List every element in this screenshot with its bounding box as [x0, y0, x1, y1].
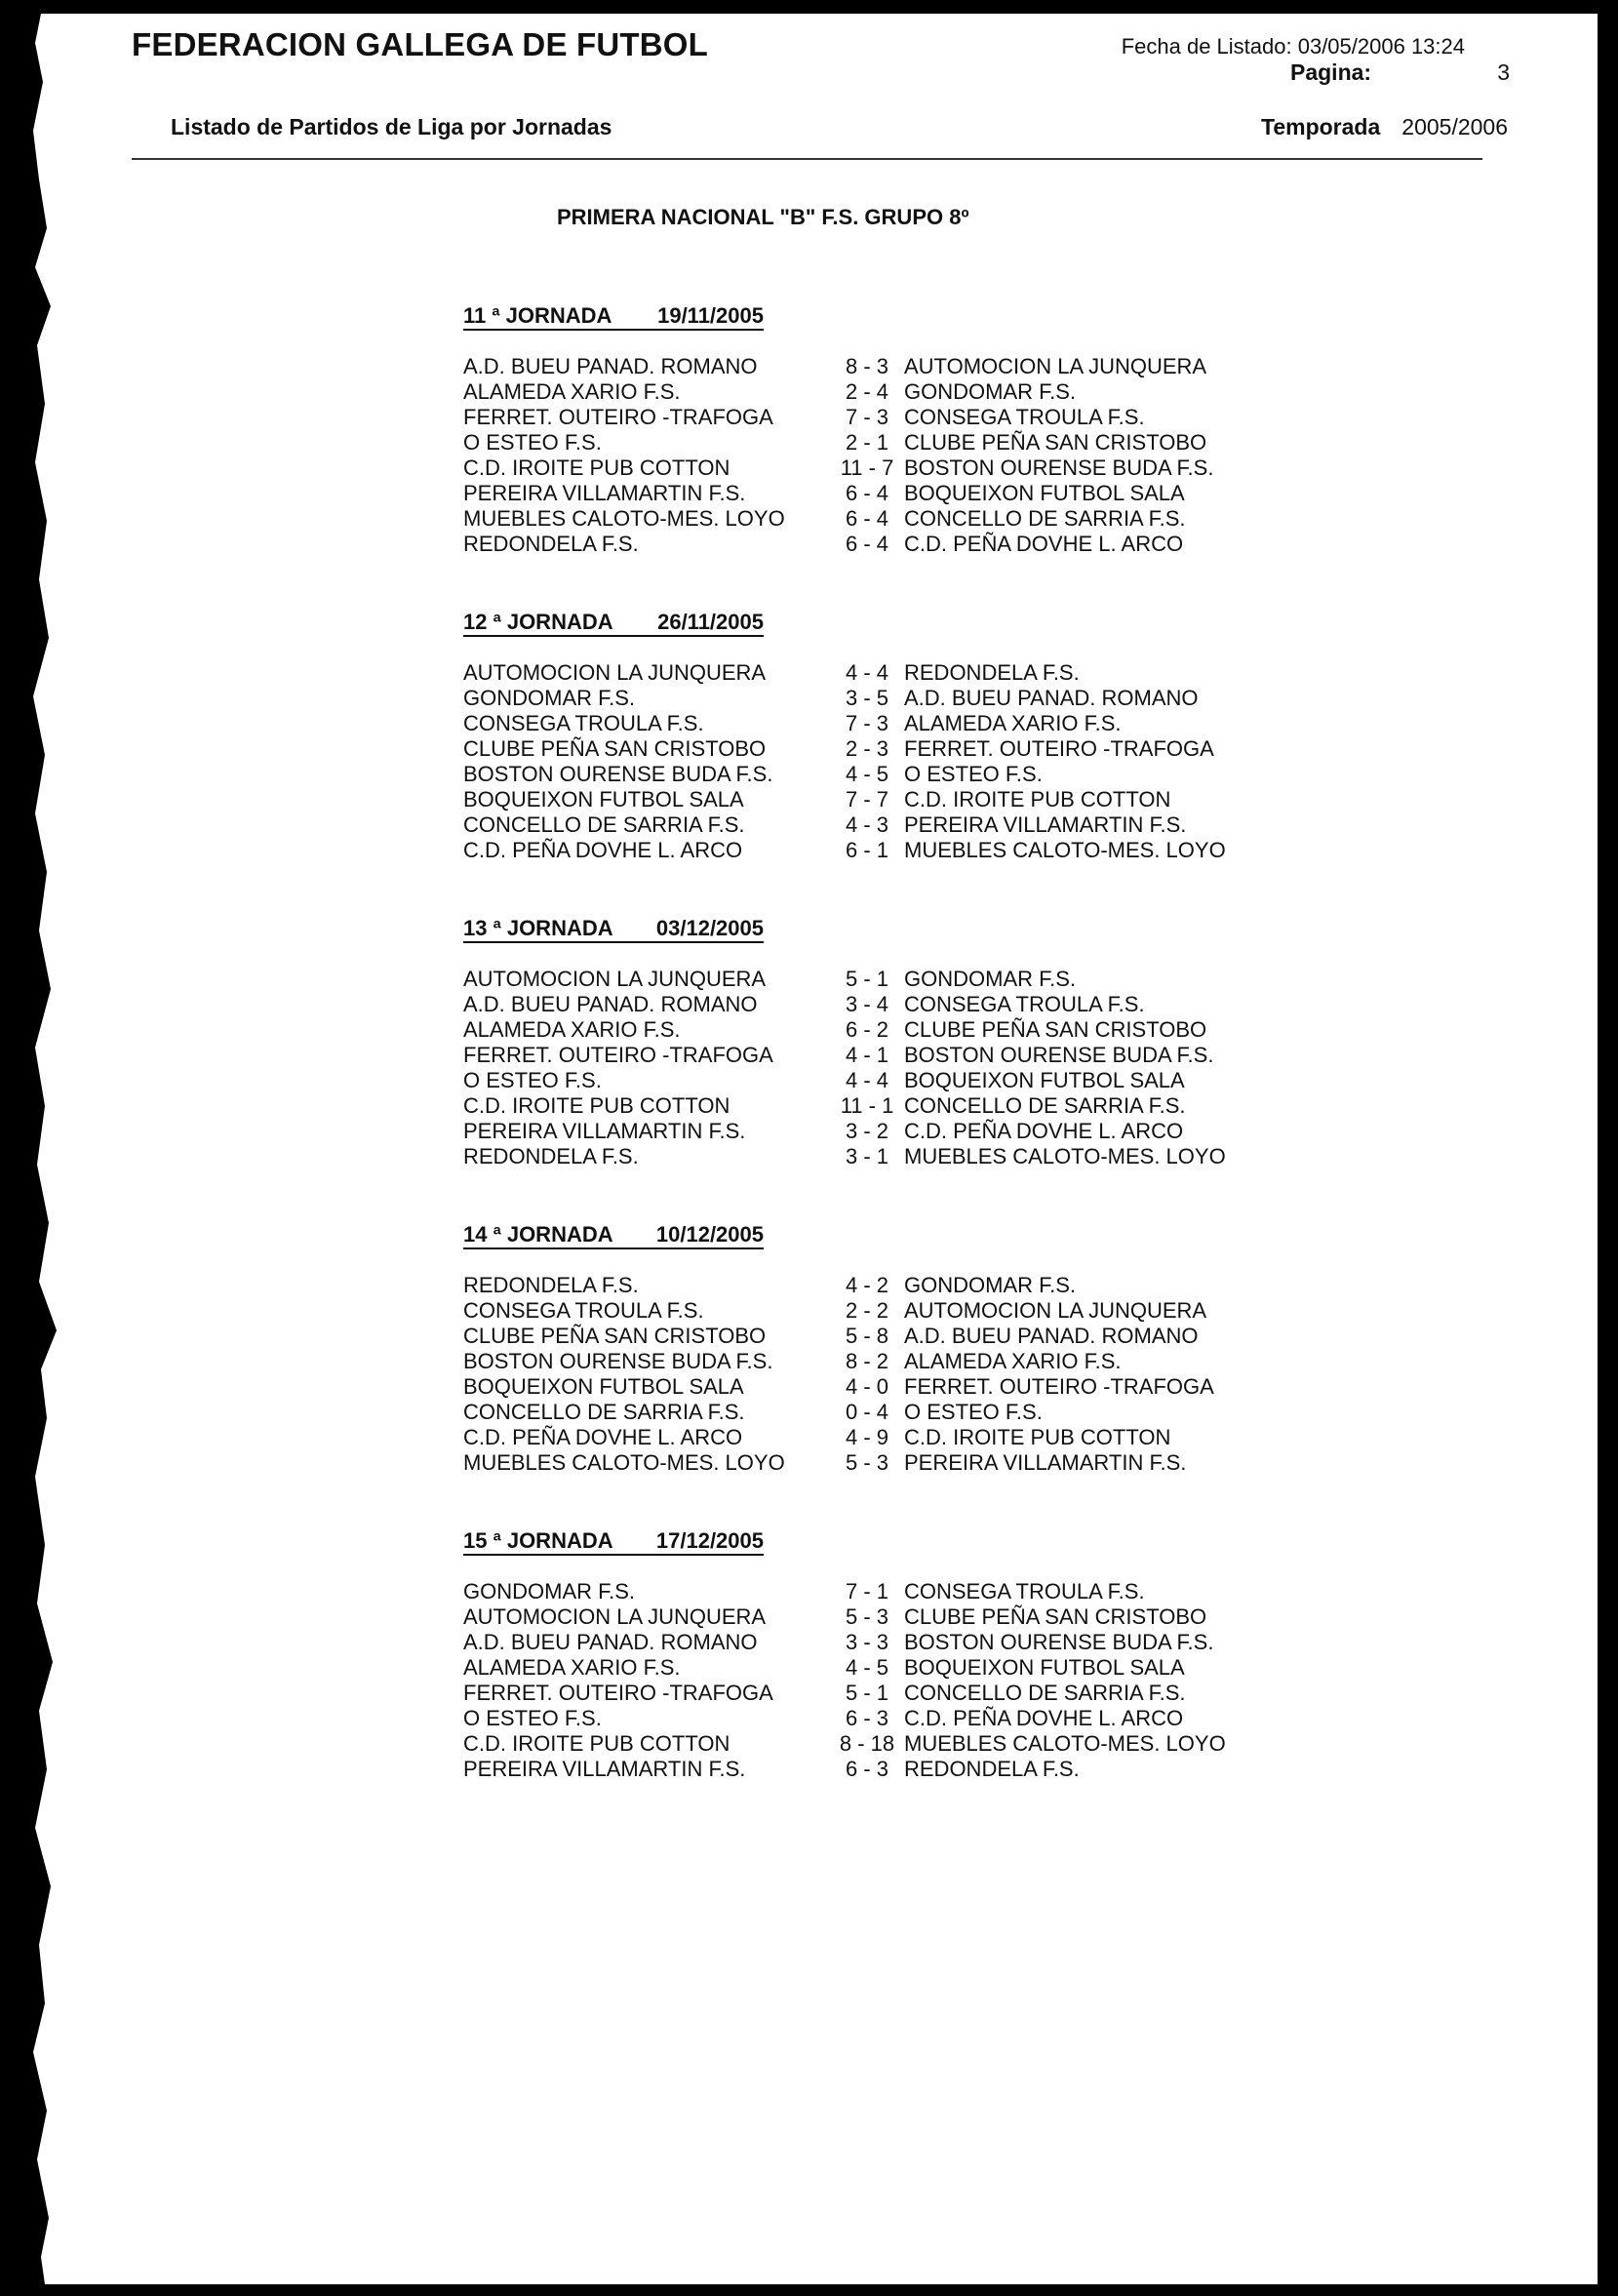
match-row [463, 1144, 1341, 1169]
home-team: CONCELLO DE SARRIA F.S. [463, 812, 745, 837]
match-row [463, 1655, 1341, 1681]
match-row [463, 1757, 1341, 1782]
away-team: CLUBE PEÑA SAN CRISTOBO [904, 1017, 1207, 1042]
away-team: CONSEGA TROULA F.S. [904, 1579, 1145, 1603]
match-row [463, 455, 1341, 481]
match-row [463, 992, 1341, 1017]
page-number: 3 [1497, 59, 1510, 85]
away-team: BOSTON OURENSE BUDA F.S. [904, 1043, 1214, 1067]
away-team: CONSEGA TROULA F.S. [904, 992, 1145, 1016]
away-team: ALAMEDA XARIO F.S. [904, 1349, 1122, 1373]
match-score: 11 - 7 [840, 455, 894, 480]
match-score: 11 - 1 [840, 1093, 894, 1118]
home-team: FERRET. OUTEIRO -TRAFOGA [463, 1043, 773, 1067]
match-score: 5 - 3 [845, 1450, 889, 1475]
match-score: 7 - 3 [845, 711, 889, 735]
home-team: FERRET. OUTEIRO -TRAFOGA [463, 405, 773, 429]
match-row [463, 660, 1341, 686]
away-team: MUEBLES CALOTO-MES. LOYO [904, 838, 1226, 862]
home-team: O ESTEO F.S. [463, 430, 602, 455]
round-date: 03/12/2005 [655, 916, 764, 940]
home-team: FERRET. OUTEIRO -TRAFOGA [463, 1681, 773, 1705]
match-row [463, 838, 1341, 863]
home-team: A.D. BUEU PANAD. ROMANO [463, 992, 758, 1016]
away-team: BOQUEIXON FUTBOL SALA [904, 1655, 1185, 1680]
group-title: PRIMERA NACIONAL "B" F.S. GRUPO 8º [557, 205, 969, 229]
home-team: GONDOMAR F.S. [463, 686, 636, 710]
match-row [463, 532, 1341, 557]
away-team: BOQUEIXON FUTBOL SALA [904, 481, 1185, 505]
home-team: ALAMEDA XARIO F.S. [463, 379, 681, 404]
away-team: MUEBLES CALOTO-MES. LOYO [904, 1731, 1226, 1756]
away-team: REDONDELA F.S. [904, 1757, 1080, 1781]
home-team: BOQUEIXON FUTBOL SALA [463, 1374, 744, 1399]
match-row [463, 481, 1341, 506]
match-row [463, 711, 1341, 736]
match-score: 6 - 3 [845, 1757, 889, 1781]
page-label: Pagina: [1290, 59, 1372, 85]
document-page [27, 14, 1598, 2284]
match-row [463, 1119, 1341, 1144]
away-team: C.D. PEÑA DOVHE L. ARCO [904, 532, 1184, 556]
match-row [463, 379, 1341, 405]
home-team: REDONDELA F.S. [463, 1144, 639, 1168]
round-date: 19/11/2005 [657, 303, 764, 328]
home-team: REDONDELA F.S. [463, 1273, 639, 1297]
away-team: C.D. IROITE PUB COTTON [904, 1425, 1171, 1449]
match-score: 2 - 3 [845, 736, 889, 761]
report-title: Listado de Partidos de Liga por Jornadas [171, 114, 612, 139]
match-score: 8 - 18 [839, 1731, 895, 1756]
away-team: C.D. IROITE PUB COTTON [904, 787, 1171, 812]
home-team: BOSTON OURENSE BUDA F.S. [463, 1349, 773, 1373]
away-team: MUEBLES CALOTO-MES. LOYO [904, 1144, 1226, 1168]
away-team: PEREIRA VILLAMARTIN F.S. [904, 812, 1187, 837]
match-score: 6 - 4 [845, 481, 889, 505]
home-team: O ESTEO F.S. [463, 1706, 602, 1730]
match-row [463, 1273, 1341, 1298]
round-date: 26/11/2005 [657, 610, 764, 634]
home-team: CONSEGA TROULA F.S. [463, 1298, 704, 1323]
match-row [463, 1731, 1341, 1757]
round-number: 12 ª JORNADA [463, 610, 613, 634]
match-score: 6 - 4 [845, 532, 889, 556]
match-row [463, 1604, 1341, 1630]
listing-date: Fecha de Listado: 03/05/2006 13:24 [1121, 34, 1465, 59]
match-score: 4 - 3 [845, 812, 889, 837]
match-score: 5 - 1 [845, 1681, 889, 1705]
match-score: 2 - 2 [845, 1298, 889, 1323]
home-team: C.D. PEÑA DOVHE L. ARCO [463, 838, 743, 862]
home-team: CONCELLO DE SARRIA F.S. [463, 1400, 745, 1424]
away-team: CONCELLO DE SARRIA F.S. [904, 1093, 1186, 1118]
away-team: ALAMEDA XARIO F.S. [904, 711, 1122, 735]
home-team: CLUBE PEÑA SAN CRISTOBO [463, 736, 767, 761]
home-team: C.D. IROITE PUB COTTON [463, 455, 730, 480]
match-score: 5 - 3 [845, 1604, 889, 1629]
match-row [463, 736, 1341, 762]
match-score: 0 - 4 [845, 1400, 889, 1424]
round-date: 17/12/2005 [655, 1528, 764, 1553]
match-row [463, 1043, 1341, 1068]
away-team: CONCELLO DE SARRIA F.S. [904, 506, 1186, 531]
match-score: 4 - 5 [845, 1655, 889, 1680]
match-row [463, 1450, 1341, 1476]
torn-paper-edge [27, 14, 115, 2284]
away-team: A.D. BUEU PANAD. ROMANO [904, 686, 1199, 710]
away-team: GONDOMAR F.S. [904, 967, 1077, 991]
match-score: 5 - 8 [845, 1324, 889, 1348]
round-number: 15 ª JORNADA [463, 1528, 613, 1553]
round-header [463, 1222, 764, 1249]
match-score: 6 - 2 [845, 1017, 889, 1042]
match-score: 6 - 1 [845, 838, 889, 862]
home-team: AUTOMOCION LA JUNQUERA [463, 967, 767, 991]
round-number: 11 ª JORNADA [463, 303, 612, 328]
match-row [463, 967, 1341, 992]
match-score: 3 - 5 [845, 686, 889, 710]
away-team: BOSTON OURENSE BUDA F.S. [904, 1630, 1214, 1654]
away-team: CONCELLO DE SARRIA F.S. [904, 1681, 1186, 1705]
match-row [463, 430, 1341, 455]
match-row [463, 1298, 1341, 1324]
match-score: 2 - 4 [845, 379, 889, 404]
match-row [463, 787, 1341, 812]
away-team: BOSTON OURENSE BUDA F.S. [904, 455, 1214, 480]
home-team: BOSTON OURENSE BUDA F.S. [463, 762, 773, 786]
match-row [463, 1425, 1341, 1450]
round-number: 14 ª JORNADA [463, 1222, 613, 1247]
away-team: O ESTEO F.S. [904, 762, 1043, 786]
home-team: GONDOMAR F.S. [463, 1579, 636, 1603]
away-team: CLUBE PEÑA SAN CRISTOBO [904, 1604, 1207, 1629]
season-label: Temporada [1261, 114, 1381, 139]
match-score: 4 - 0 [845, 1374, 889, 1399]
match-row [463, 1706, 1341, 1731]
home-team: CLUBE PEÑA SAN CRISTOBO [463, 1324, 767, 1348]
match-score: 3 - 2 [845, 1119, 889, 1143]
away-team: FERRET. OUTEIRO -TRAFOGA [904, 736, 1214, 761]
home-team: MUEBLES CALOTO-MES. LOYO [463, 1450, 785, 1475]
match-row [463, 354, 1341, 379]
match-score: 3 - 4 [845, 992, 889, 1016]
home-team: C.D. IROITE PUB COTTON [463, 1093, 730, 1118]
match-score: 8 - 3 [845, 354, 889, 378]
match-score: 2 - 1 [845, 430, 889, 455]
home-team: MUEBLES CALOTO-MES. LOYO [463, 506, 785, 531]
match-score: 7 - 7 [845, 787, 889, 812]
match-score: 5 - 1 [845, 967, 889, 991]
home-team: CONSEGA TROULA F.S. [463, 711, 704, 735]
home-team: PEREIRA VILLAMARTIN F.S. [463, 481, 746, 505]
organization-name: FEDERACION GALLEGA DE FUTBOL [132, 26, 709, 62]
away-team: GONDOMAR F.S. [904, 1273, 1077, 1297]
home-team: C.D. IROITE PUB COTTON [463, 1731, 730, 1756]
match-row [463, 1579, 1341, 1604]
match-score: 4 - 4 [845, 660, 889, 685]
home-team: AUTOMOCION LA JUNQUERA [463, 660, 767, 685]
round-header [463, 303, 764, 331]
home-team: BOQUEIXON FUTBOL SALA [463, 787, 744, 812]
home-team: ALAMEDA XARIO F.S. [463, 1017, 681, 1042]
match-row [463, 1349, 1341, 1374]
away-team: PEREIRA VILLAMARTIN F.S. [904, 1450, 1187, 1475]
away-team: O ESTEO F.S. [904, 1400, 1043, 1424]
match-row [463, 1068, 1341, 1093]
round-header [463, 1528, 764, 1556]
match-row [463, 762, 1341, 787]
away-team: A.D. BUEU PANAD. ROMANO [904, 1324, 1199, 1348]
away-team: C.D. PEÑA DOVHE L. ARCO [904, 1119, 1184, 1143]
home-team: ALAMEDA XARIO F.S. [463, 1655, 681, 1680]
season-value: 2005/2006 [1401, 114, 1509, 139]
match-score: 7 - 1 [845, 1579, 889, 1603]
home-team: A.D. BUEU PANAD. ROMANO [463, 1630, 758, 1654]
match-score: 4 - 9 [845, 1425, 889, 1449]
home-team: PEREIRA VILLAMARTIN F.S. [463, 1757, 746, 1781]
away-team: AUTOMOCION LA JUNQUERA [904, 354, 1207, 378]
home-team: REDONDELA F.S. [463, 532, 639, 556]
round-header [463, 916, 764, 943]
match-row [463, 1400, 1341, 1425]
away-team: C.D. PEÑA DOVHE L. ARCO [904, 1706, 1184, 1730]
match-row [463, 1374, 1341, 1400]
home-team: AUTOMOCION LA JUNQUERA [463, 1604, 767, 1629]
away-team: AUTOMOCION LA JUNQUERA [904, 1298, 1207, 1323]
round-date: 10/12/2005 [655, 1222, 764, 1247]
match-score: 3 - 1 [845, 1144, 889, 1168]
match-row [463, 1093, 1341, 1119]
match-row [463, 1324, 1341, 1349]
match-score: 4 - 5 [845, 762, 889, 786]
match-row [463, 405, 1341, 430]
home-team: O ESTEO F.S. [463, 1068, 602, 1092]
away-team: FERRET. OUTEIRO -TRAFOGA [904, 1374, 1214, 1399]
away-team: GONDOMAR F.S. [904, 379, 1077, 404]
match-score: 3 - 3 [845, 1630, 889, 1654]
match-row [463, 1017, 1341, 1043]
away-team: CONSEGA TROULA F.S. [904, 405, 1145, 429]
season-row [1261, 114, 1508, 140]
away-team: REDONDELA F.S. [904, 660, 1080, 685]
match-score: 4 - 1 [845, 1043, 889, 1067]
round-header [463, 610, 764, 637]
round-number: 13 ª JORNADA [463, 916, 613, 940]
home-team: A.D. BUEU PANAD. ROMANO [463, 354, 758, 378]
match-score: 4 - 4 [845, 1068, 889, 1092]
match-row [463, 1681, 1341, 1706]
match-score: 8 - 2 [845, 1349, 889, 1373]
match-score: 6 - 3 [845, 1706, 889, 1730]
match-row [463, 686, 1341, 711]
home-team: C.D. PEÑA DOVHE L. ARCO [463, 1425, 743, 1449]
match-row [463, 1630, 1341, 1655]
match-row [463, 812, 1341, 838]
home-team: PEREIRA VILLAMARTIN F.S. [463, 1119, 746, 1143]
match-score: 4 - 2 [845, 1273, 889, 1297]
away-team: CLUBE PEÑA SAN CRISTOBO [904, 430, 1207, 455]
match-score: 7 - 3 [845, 405, 889, 429]
match-row [463, 506, 1341, 532]
away-team: BOQUEIXON FUTBOL SALA [904, 1068, 1185, 1092]
header-divider [132, 158, 1482, 160]
match-score: 6 - 4 [845, 506, 889, 531]
